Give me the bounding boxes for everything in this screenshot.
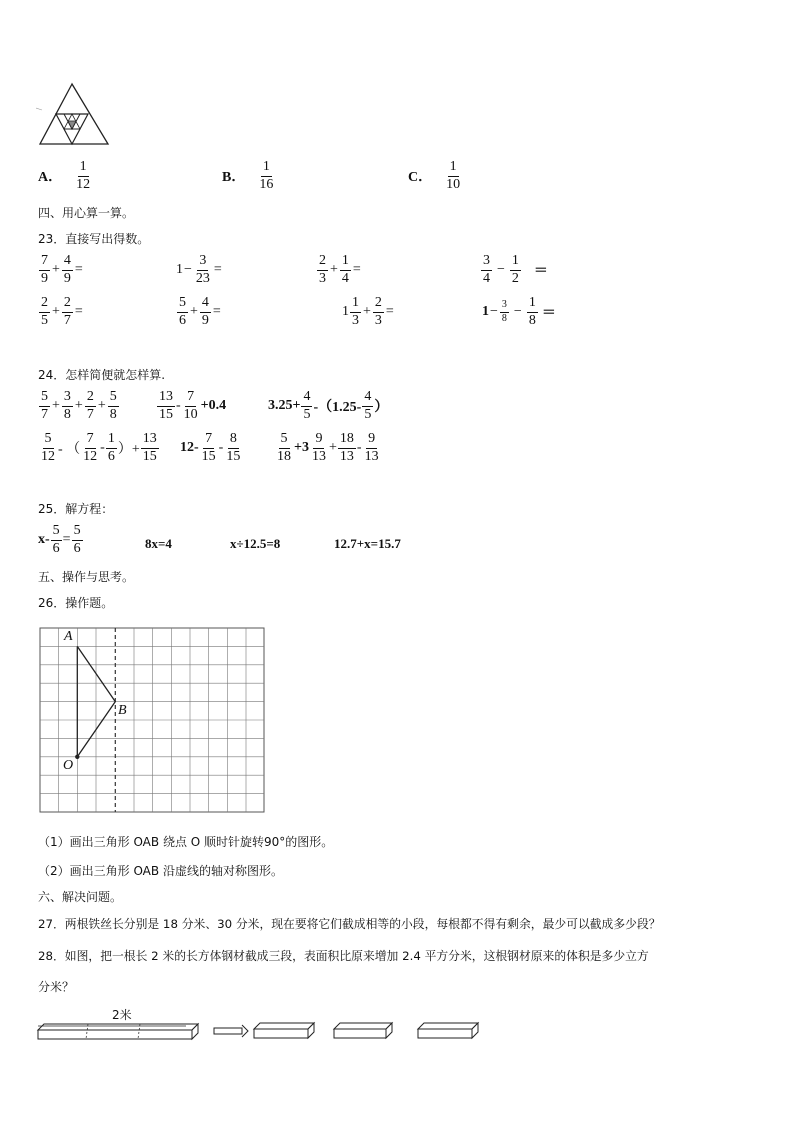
section-heading: 五、操作与思考。 [38, 570, 135, 584]
calc-item: $\frac{7}{9}$ + $\frac{4}{9}$ = [41, 253, 83, 286]
steel-bar-figure [36, 1014, 496, 1044]
grid-figure [38, 626, 268, 816]
equation: x÷12.5=8 [230, 536, 281, 551]
calc-item: $\frac{2}{5}$ + $\frac{2}{7}$ = [41, 295, 83, 328]
calc-item: $\frac{5}{6}$ + $\frac{4}{9}$ = [179, 295, 221, 328]
question-27: 27．两根铁丝长分别是 18 分米、30 分米，现在要将它们截成相等的小段，每根都不得有剩余，最少可以截成多少段？ [38, 917, 661, 931]
point-label-o: O [63, 758, 74, 773]
option-fraction: $\frac{1}{12}$ [76, 159, 91, 192]
option-letter: C． [408, 170, 433, 186]
calc-item: 1 − $\frac{3}{8}$ − $\frac{1}{8}$ ＝ [482, 295, 556, 328]
option-c[interactable] [408, 160, 463, 192]
point-label-a: A [64, 629, 73, 644]
expression: 3.25+ $\frac{4}{5}$ -（1.25- $\frac{4}{5}$ ） [268, 389, 389, 422]
option-letter: B． [222, 170, 246, 186]
question-title: 25．解方程： [38, 502, 114, 516]
section-heading: 四、用心算一算。 [38, 206, 135, 220]
question-28-line1: 28．如图，把一根长 2 米的长方体钢材截成三段，表面积比原来增加 2.4 平方分米，这根钢材原来的体积是多少立方 [38, 949, 649, 963]
question-28-line2: 分米？ [38, 980, 75, 994]
point-label-b: B [118, 703, 127, 718]
calc-item: 1 $\frac{1}{3}$ + $\frac{2}{3}$ = [342, 295, 394, 328]
option-a[interactable] [38, 160, 93, 192]
sub-question: （1）画出三角形 OAB 绕点 O 顺时针旋转90°的图形。 [38, 835, 334, 849]
option-fraction: $\frac{1}{16}$ [259, 159, 274, 192]
expression: 12- $\frac{7}{15}$ - $\frac{8}{15}$ [180, 431, 241, 464]
sub-question: （2）画出三角形 OAB 沿虚线的轴对称图形。 [38, 864, 283, 878]
expression: $\frac{5}{7}$ + $\frac{3}{8}$ + $\frac{2}{7}$ + $\frac{5}{8}$ [41, 389, 117, 422]
calc-item: $\frac{2}{3}$ + $\frac{1}{4}$ = [319, 253, 361, 286]
question-title: 26．操作题。 [38, 596, 114, 610]
equation: 8x=4 [145, 536, 172, 551]
option-letter: A． [38, 170, 63, 186]
equation: x- $\frac{5}{6}$ = $\frac{5}{6}$ [38, 523, 81, 556]
option-b[interactable] [222, 160, 276, 192]
calc-item: 1 − $\frac{3}{23}$ = [176, 253, 222, 286]
section-heading: 六、解决问题。 [38, 890, 123, 904]
expression: $\frac{13}{15}$ - $\frac{7}{10}$ +0.4 [159, 389, 227, 422]
option-fraction: $\frac{1}{10}$ [446, 159, 461, 192]
equation: 12.7+x=15.7 [334, 536, 401, 551]
nested-triangle-figure [36, 80, 116, 150]
question-title: 23．直接写出得数。 [38, 232, 150, 246]
calc-item: $\frac{3}{4}$ − $\frac{1}{2}$ ＝ [483, 253, 548, 286]
expression: $\frac{5}{18}$ +3 $\frac{9}{13}$ + $\frac{18}{13}$ - $\frac{9}{13}$ [277, 431, 379, 464]
bar-length-label: 2米 [112, 1008, 132, 1022]
question-title: 24．怎样简便就怎样算. [38, 368, 166, 382]
expression: $\frac{5}{12}$ - （ $\frac{7}{12}$ - $\frac{1}{6}$ ）+ $\frac{13}{15}$ [41, 431, 157, 464]
